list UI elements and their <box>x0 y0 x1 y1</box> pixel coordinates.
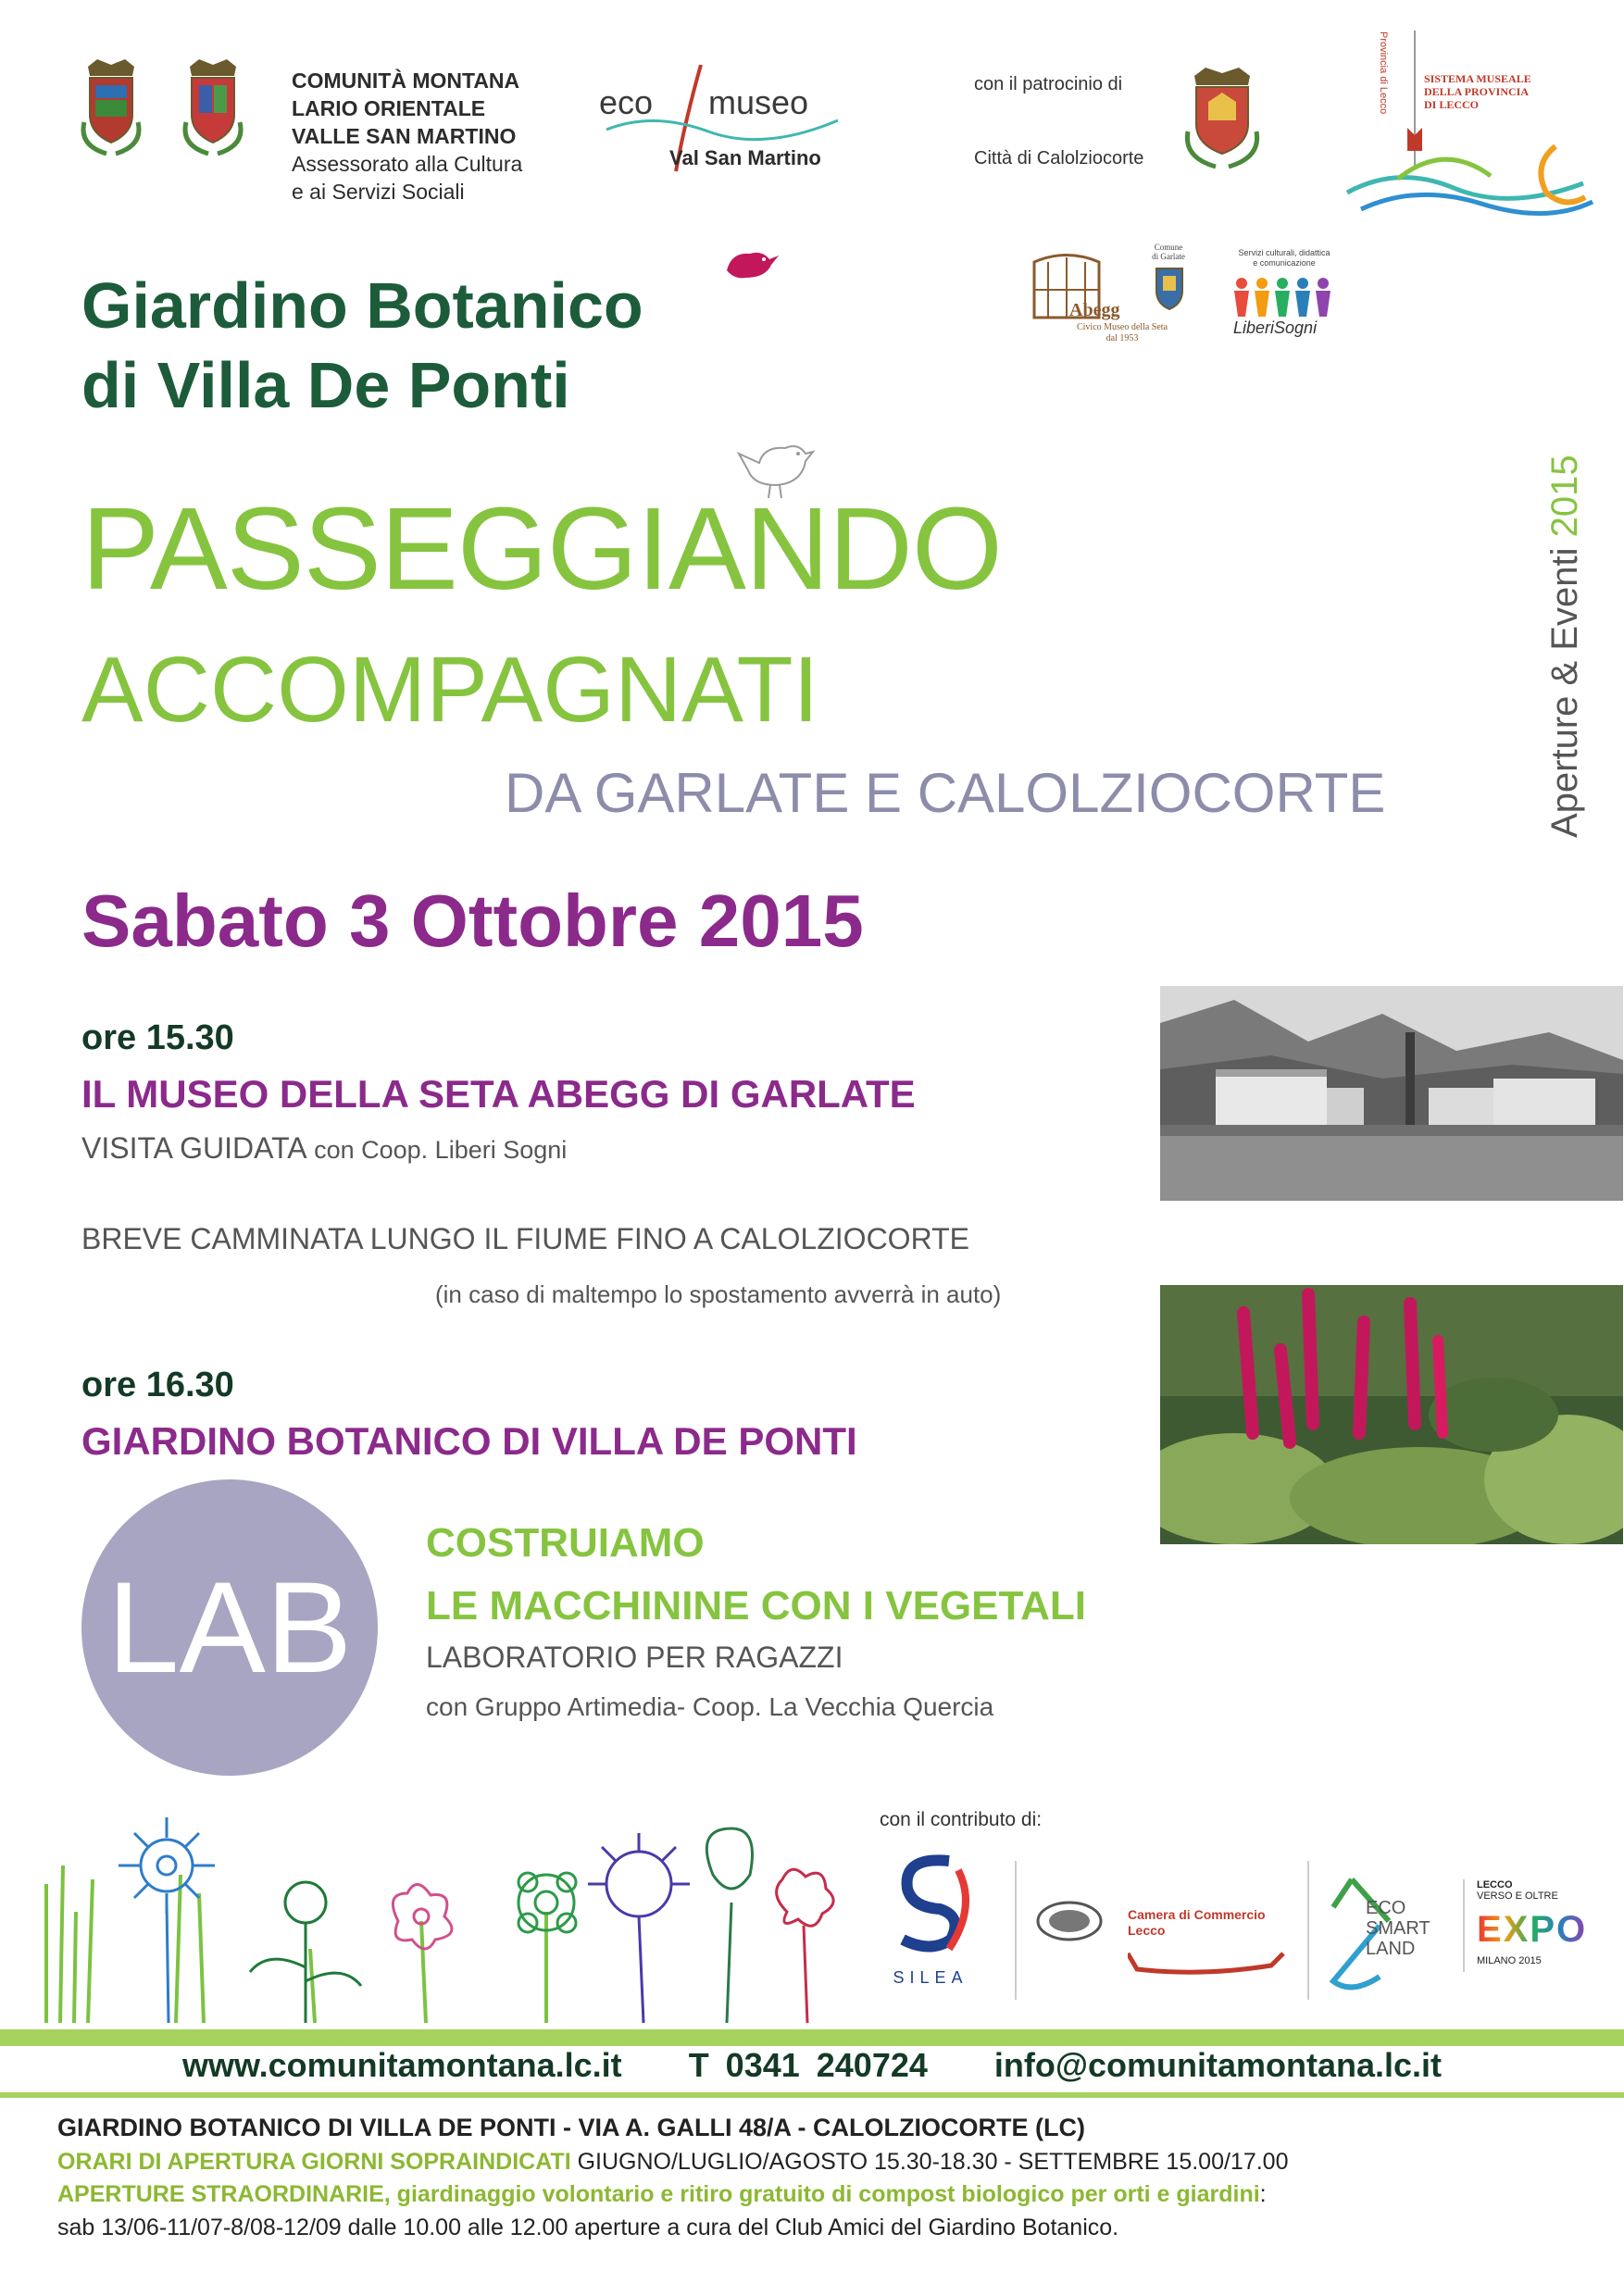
headline-line-3: DA GARLATE E CALOLZIOCORTE <box>505 762 1386 824</box>
walk-text: BREVE CAMMINATA LUNGO IL FIUME FINO A CALOLZIOCORTE <box>81 1222 969 1255</box>
ecomuseo-logo <box>597 65 847 176</box>
email-link[interactable]: info@comunitamontana.lc.it <box>993 2046 1443 2084</box>
walk-note: (in caso di maltempo lo spostamento avverrà in auto) <box>435 1280 1002 1308</box>
sistema-museale-text <box>1424 72 1531 111</box>
camera-seal-icon <box>1035 1898 1105 1944</box>
liberisogni-top-2: e comunicazione <box>1253 258 1316 268</box>
contact-line <box>0 2046 1624 2085</box>
camera-text <box>1128 1907 1266 1939</box>
garden-photo <box>1160 1285 1623 1544</box>
ecomuseo-eco: eco <box>599 83 654 121</box>
org-line-1: COMUNITÀ MONTANA <box>292 69 520 93</box>
footer-address: GIARDINO BOTANICO DI VILLA DE PONTI - VIA A. GALLI 48/A - CALOLZIOCORTE (LC) <box>57 2114 1085 2141</box>
liberisogni-name: LiberiSogni <box>1233 318 1318 337</box>
abegg-name: Abegg <box>1069 300 1120 320</box>
garlate-label <box>1141 243 1196 261</box>
silea-logo <box>870 1852 991 2000</box>
aperture-colon: : <box>1259 2181 1267 2207</box>
ecomuseo-sub: Val San Martino <box>669 146 821 169</box>
sistema-line-3: DI LECCO <box>1424 98 1480 111</box>
flowers-illustration <box>28 1810 843 2032</box>
event2-title: GIARDINO BOTANICO DI VILLA DE PONTI <box>81 1419 857 1463</box>
eco-line-3: LAND <box>1366 1939 1416 1959</box>
contact-bar-bottom <box>0 2092 1624 2098</box>
expo-bottom: MILANO 2015 <box>1477 1955 1542 1966</box>
silea-name: SILEA <box>893 1968 968 1987</box>
event1-desc-rest: con Coop. Liberi Sogni <box>306 1136 568 1164</box>
abegg-logo <box>1030 248 1168 350</box>
contact-bar-top <box>0 2029 1624 2046</box>
lab-badge: LAB <box>81 1479 378 1776</box>
expo-top-1: LECCO <box>1477 1879 1513 1890</box>
organizer-block <box>292 67 522 206</box>
page-title-line-2: di Villa De Ponti <box>81 349 570 421</box>
museum-photo <box>1160 986 1623 1201</box>
abegg-sub-1: Civico Museo della Seta <box>1076 322 1168 332</box>
liberisogni-logo <box>1215 248 1354 350</box>
expo-text: EXPO <box>1477 1909 1588 1950</box>
garlate-logo <box>1141 243 1196 326</box>
org-line-2: LARIO ORIENTALE <box>292 96 486 120</box>
website-link[interactable]: www.comunitamontana.lc.it <box>181 2046 622 2084</box>
sponsor-divider-1 <box>1015 1861 1017 2000</box>
event1-title: IL MUSEO DELLA SETA ABEGG DI GARLATE <box>81 1072 916 1116</box>
event1-desc <box>81 1131 567 1166</box>
camera-commercio-logo <box>1035 1898 1285 1981</box>
ecosmartland-logo <box>1324 1870 1463 2000</box>
org-line-3: VALLE SAN MARTINO <box>292 124 517 148</box>
garlate-line-2: di Garlate <box>1152 252 1185 261</box>
org-line-4: Assessorato alla Cultura <box>292 152 523 176</box>
eco-line-1: ECO <box>1366 1898 1406 1918</box>
vertical-season-label <box>1544 455 1586 838</box>
lab-title-line-2: LE MACCHININE CON I VEGETALI <box>426 1583 1086 1628</box>
silea-s-icon <box>884 1852 977 1953</box>
garlate-coat-of-arms-icon <box>1154 265 1185 311</box>
calolzio-coat-of-arms-icon <box>79 57 144 159</box>
vertical-text: Aperture & Eventi <box>1544 547 1585 838</box>
lab-subtitle: LABORATORIO PER RAGAZZI <box>426 1641 843 1674</box>
camera-wave-icon <box>1128 1949 1285 1977</box>
pink-bird-icon <box>718 243 782 284</box>
expo-top-2: VERSO E OLTRE <box>1477 1890 1558 1902</box>
expo-top <box>1477 1879 1558 1902</box>
event2-time: ore 16.30 <box>81 1366 234 1404</box>
provincia-label: Provincia di Lecco <box>1378 31 1389 115</box>
event1-desc-main: VISITA GUIDATA <box>81 1131 307 1165</box>
event1-time: ore 15.30 <box>81 1018 234 1057</box>
footer-last-line: sab 13/06-11/07-8/08-12/09 dalle 10.00 alle 12.00 aperture a cura del Club Amici del Giardino Botanico. <box>57 2215 1119 2240</box>
vertical-year: 2015 <box>1544 455 1585 538</box>
eco-line-2: SMART <box>1366 1918 1430 1939</box>
citta-coat-of-arms-icon <box>1181 65 1264 171</box>
footer-aperture <box>57 2181 1267 2208</box>
aperture-label: APERTURE STRAORDINARIE, giardinaggio volontario e ritiro gratuito di compost biologico per orti e giardini <box>57 2181 1260 2207</box>
patrocinio-label: con il patrocinio di <box>974 74 1123 94</box>
sponsor-divider-2 <box>1307 1861 1309 2000</box>
sistema-line-2: DELLA PROVINCIA <box>1424 85 1530 98</box>
liberisogni-top-1: Servizi culturali, didattica <box>1238 248 1330 257</box>
lab-title-line-1: COSTRUIAMO <box>426 1520 705 1566</box>
page-title-line-1: Giardino Botanico <box>81 269 643 342</box>
abegg-sub-2: dal 1953 <box>1106 333 1139 343</box>
second-coat-of-arms-icon <box>181 57 245 159</box>
sponsor-divider-3 <box>1463 1879 1465 1972</box>
liberisogni-top <box>1215 248 1354 268</box>
phone-number: T 0341 240724 <box>688 2046 928 2084</box>
citta-label: Città di Calolziocorte <box>974 148 1144 168</box>
camera-line-2: Lecco <box>1128 1923 1166 1938</box>
orari-text: GIUGNO/LUGLIO/AGOSTO 15.30-18.30 - SETTEMBRE 15.00/17.00 <box>570 2149 1289 2175</box>
contribution-label: con il contributo di: <box>880 1809 1043 1830</box>
orari-label: ORARI DI APERTURA GIORNI SOPRAINDICATI <box>57 2149 571 2175</box>
org-line-5: e ai Servizi Sociali <box>292 180 465 204</box>
sistema-museale-logo <box>1343 26 1602 230</box>
garlate-line-1: Comune <box>1154 243 1183 252</box>
ecomuseo-museo: museo <box>708 83 809 121</box>
expo-word <box>1477 1909 1587 1951</box>
event-date: Sabato 3 Ottobre 2015 <box>81 880 864 962</box>
headline-line-1: PASSEGGIANDO <box>81 483 1002 614</box>
headline-line-2: ACCOMPAGNATI <box>81 638 819 742</box>
lecco-expo-logo <box>1477 1879 1606 1981</box>
footer-orari <box>57 2149 1289 2176</box>
lab-with: con Gruppo Artimedia- Coop. La Vecchia Quercia <box>426 1692 994 1721</box>
children-figures-icon <box>1229 276 1340 318</box>
sistema-line-1: SISTEMA MUSEALE <box>1424 72 1531 85</box>
camera-line-1: Camera di Commercio <box>1128 1907 1266 1922</box>
ecosmartland-text <box>1366 1898 1430 1959</box>
